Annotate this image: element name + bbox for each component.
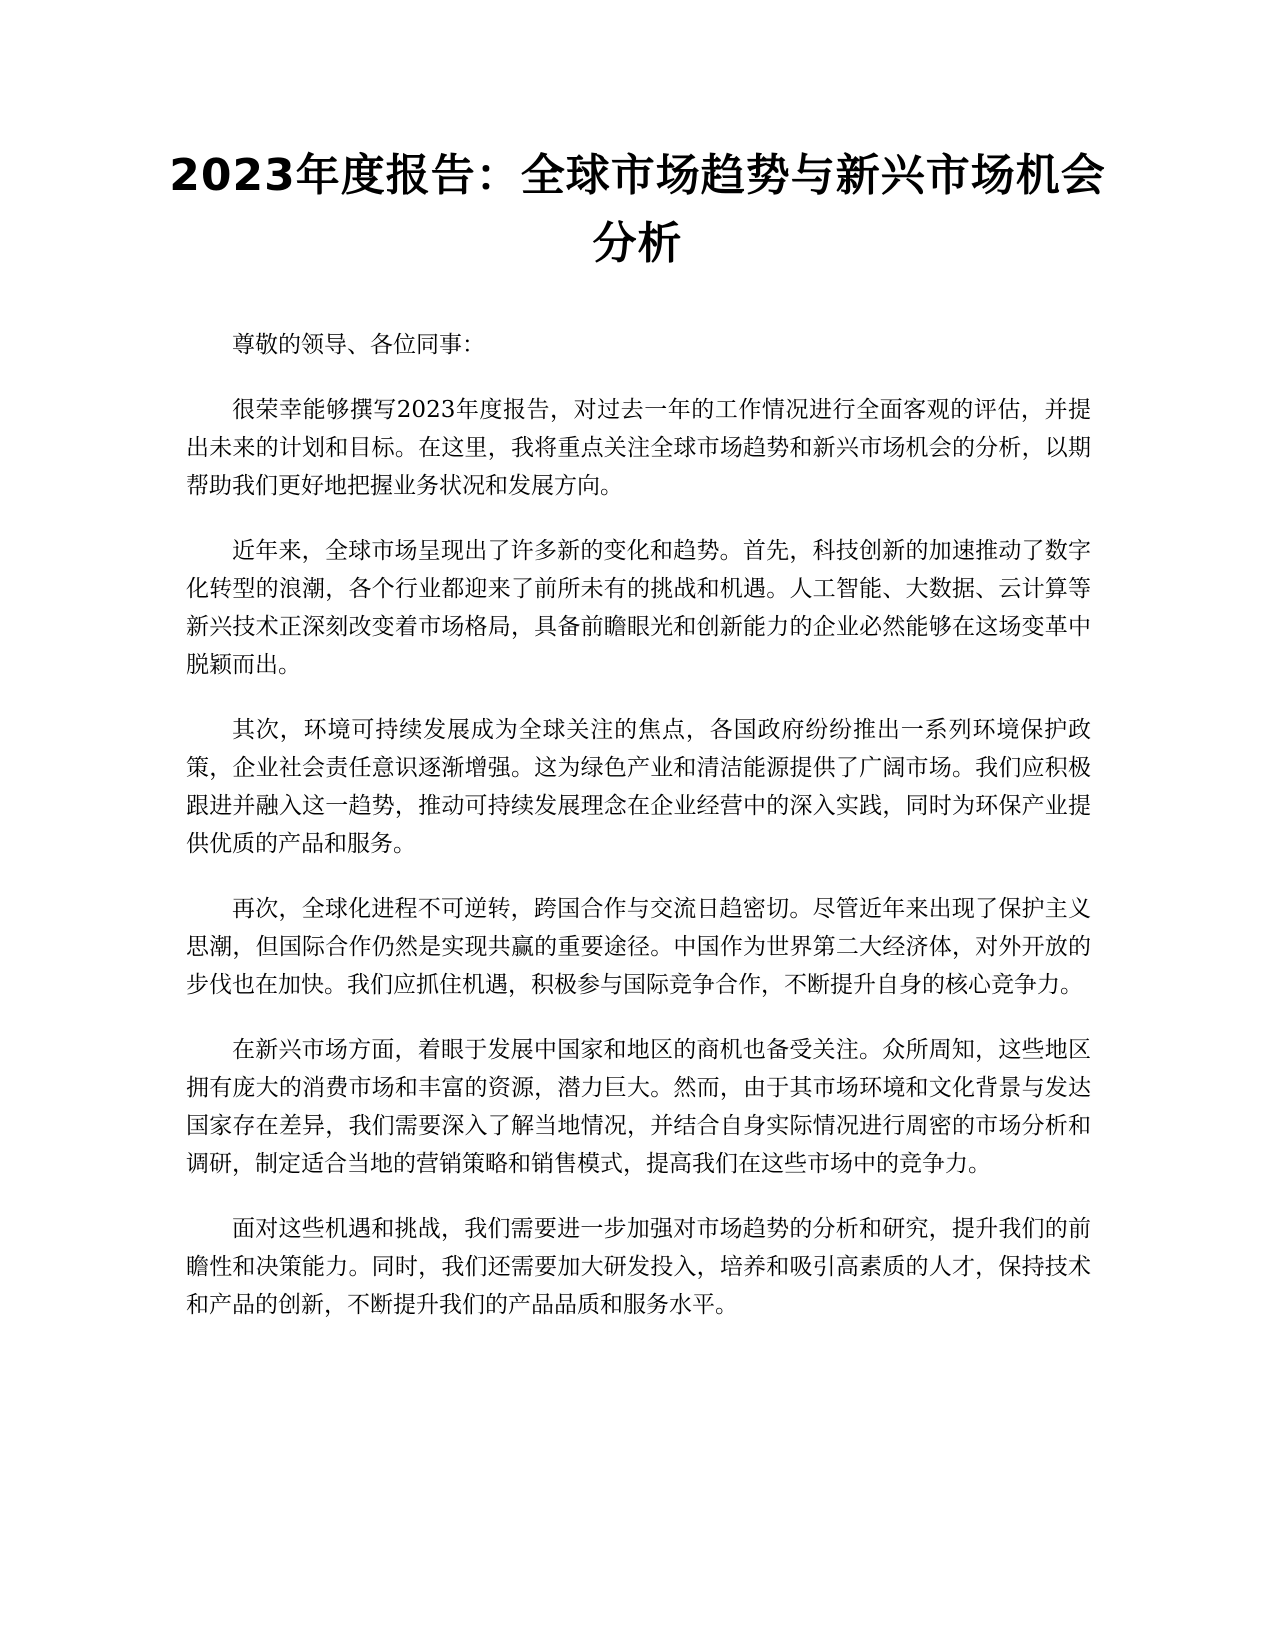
- body-paragraph: 近年来，全球市场呈现出了许多新的变化和趋势。首先，科技创新的加速推动了数字化转型的浪潮，各个行业都迎来了前所未有的挑战和机遇。人工智能、大数据、云计算等新兴技术正深刻改变着市场格局，具备前瞻眼光和创新能力的企业必然能够在这场变革中脱颖而出。: [186, 538, 1091, 678]
- body-paragraph: 很荣幸能够撰写2023年度报告，对过去一年的工作情况进行全面客观的评估，并提出未来的计划和目标。在这里，我将重点关注全球市场趋势和新兴市场机会的分析，以期帮助我们更好地把握业务状况和发展方向。: [186, 397, 1091, 499]
- body-paragraph: 面对这些机遇和挑战，我们需要进一步加强对市场趋势的分析和研究，提升我们的前瞻性和决策能力。同时，我们还需要加大研发投入，培养和吸引高素质的人才，保持技术和产品的创新，不断提升我们的产品品质和服务水平。: [186, 1216, 1091, 1318]
- body-paragraph: 其次，环境可持续发展成为全球关注的焦点，各国政府纷纷推出一系列环境保护政策，企业社会责任意识逐渐增强。这为绿色产业和清洁能源提供了广阔市场。我们应积极跟进并融入这一趋势，推动可持续发展理念在企业经营中的深入实践，同时为环保产业提供优质的产品和服务。: [186, 717, 1091, 857]
- document-title: 2023年度报告：全球市场趋势与新兴市场机会分析: [169, 150, 1106, 269]
- body-paragraph: 在新兴市场方面，着眼于发展中国家和地区的商机也备受关注。众所周知，这些地区拥有庞大的消费市场和丰富的资源，潜力巨大。然而，由于其市场环境和文化背景与发达国家存在差异，我们需要深入了解当地情况，并结合自身实际情况进行周密的市场分析和调研，制定适合当地的营销策略和销售模式，提高我们在这些市场中的竞争力。: [186, 1037, 1091, 1177]
- document-body: [186, 326, 1091, 1351]
- salutation-paragraph: 尊敬的领导、各位同事：: [232, 332, 485, 358]
- body-paragraph: 再次，全球化进程不可逆转，跨国合作与交流日趋密切。尽管近年来出现了保护主义思潮，但国际合作仍然是实现共赢的重要途径。中国作为世界第二大经济体，对外开放的步伐也在加快。我们应抓住机遇，积极参与国际竞争合作，不断提升自身的核心竞争力。: [186, 896, 1091, 998]
